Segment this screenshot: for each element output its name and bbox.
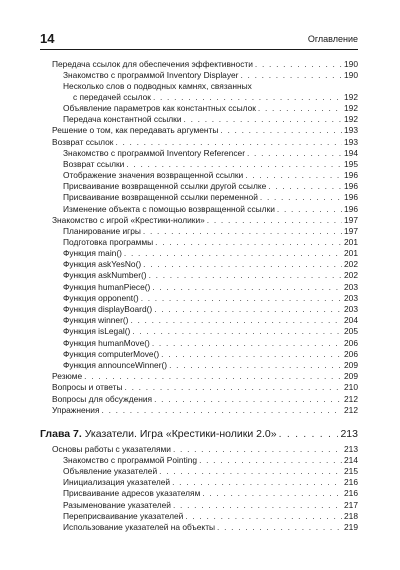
toc-leader	[132, 326, 342, 337]
toc-entry[interactable]	[63, 315, 358, 326]
toc-entry-title: Передача константной ссылки	[63, 114, 182, 124]
toc-entry[interactable]	[63, 103, 358, 114]
toc-entry-page: 193	[344, 137, 358, 147]
toc-entry[interactable]	[63, 326, 358, 337]
toc-entry-page: 192	[344, 92, 358, 102]
toc-entry[interactable]	[63, 204, 358, 215]
toc-leader	[199, 455, 342, 466]
toc-entry-page: 197	[344, 226, 358, 236]
toc-entry-page: 194	[344, 148, 358, 158]
toc-entry-title: Основы работы с указателями	[52, 444, 171, 454]
toc-entry-title: Использование указателей на объекты	[63, 522, 216, 532]
toc-entry-title: Резюме	[52, 371, 83, 381]
toc-leader	[130, 315, 342, 326]
toc-chapter-page: 213	[340, 428, 358, 440]
toc-entry-page: 206	[344, 338, 358, 348]
toc-entry[interactable]	[63, 70, 358, 81]
toc-entry[interactable]	[63, 293, 358, 304]
toc-entry[interactable]	[63, 114, 358, 125]
toc-leader	[143, 259, 342, 270]
toc-leader	[207, 215, 342, 226]
toc-entry[interactable]	[52, 137, 358, 148]
toc-leader	[159, 466, 342, 477]
toc-entry[interactable]	[63, 488, 358, 499]
toc-entry[interactable]	[63, 349, 358, 360]
toc-entry-title: Присваивание возвращенной ссылки другой ссылке	[63, 181, 267, 191]
toc-entry[interactable]	[63, 338, 358, 349]
toc-entry-title: Разыменование указателей	[63, 500, 171, 510]
toc-leader	[102, 405, 342, 416]
toc-leader	[143, 226, 342, 237]
toc-entry-page: 216	[344, 488, 358, 498]
toc-leader	[115, 137, 342, 148]
toc-entry-page: 196	[344, 204, 358, 214]
toc-entry-page: 206	[344, 349, 358, 359]
toc-entry[interactable]	[63, 259, 358, 270]
toc-entry[interactable]	[63, 226, 358, 237]
toc-entry[interactable]	[52, 394, 358, 405]
toc-leader	[149, 270, 342, 281]
toc-leader	[202, 488, 342, 499]
toc-entry-page: 204	[344, 315, 358, 325]
toc-chapter[interactable]	[40, 428, 358, 441]
toc-entry-title: Знакомство с игрой «Крестики-нолики»	[52, 215, 205, 225]
toc-entry-title: Переприсваивание указателей	[63, 511, 184, 521]
toc-entry-title: Вопросы и ответы	[52, 382, 123, 392]
toc-entry-title: Возврат ссылки	[63, 159, 125, 169]
toc-entry-page: 205	[344, 326, 358, 336]
toc-entry-title: Знакомство с программой Inventory Displayer	[63, 70, 239, 80]
toc-entry[interactable]	[63, 511, 358, 522]
toc-entry-title: Функция main()	[63, 248, 122, 258]
toc-leader	[240, 70, 342, 81]
toc-entry-page: 215	[344, 466, 358, 476]
toc-entry-title: Функция humanMove()	[63, 338, 150, 348]
toc-entry-page: 212	[344, 394, 358, 404]
toc-leader	[268, 181, 342, 192]
toc-leader	[247, 148, 342, 159]
toc-entry-title: Возврат ссылок	[52, 137, 114, 147]
toc-entry-page: 209	[344, 360, 358, 370]
toc-leader	[172, 477, 342, 488]
toc-entry[interactable]	[63, 270, 358, 281]
toc-leader	[184, 114, 342, 125]
toc-entry[interactable]	[63, 477, 358, 488]
toc-entry-page: 192	[344, 114, 358, 124]
toc-chapter-heading	[40, 428, 277, 441]
toc-entry[interactable]	[63, 148, 358, 159]
toc-entry-title: Объявление указателей	[63, 466, 158, 476]
toc-entry-title-line1[interactable]: Несколько слов о подводных камнях, связанных	[63, 81, 252, 91]
toc-entry-title: Передача ссылок для обеспечения эффективности	[52, 59, 253, 69]
toc-entry-title: Вопросы для обсуждения	[52, 394, 153, 404]
toc-leader	[154, 394, 342, 405]
toc-entry-title: Планирование игры	[63, 226, 141, 236]
toc-entry-page: 201	[344, 248, 358, 258]
toc-entry-page: 203	[344, 293, 358, 303]
toc-entry[interactable]	[52, 405, 358, 416]
toc-entry-page: 216	[344, 477, 358, 487]
toc-entry[interactable]	[63, 192, 358, 203]
toc-entry-title: с передачей ссылок	[73, 92, 151, 102]
toc-entry-title: Функция isLegal()	[63, 326, 131, 336]
toc-leader	[258, 103, 342, 114]
toc-entry-title: Присваивание адресов указателям	[63, 488, 201, 498]
toc-entry-page: 217	[344, 500, 358, 510]
toc-entry[interactable]	[52, 444, 358, 455]
toc-leader	[277, 204, 342, 215]
toc-entry-title: Функция computerMove()	[63, 349, 160, 359]
toc-entry-title: Функция winner()	[63, 315, 129, 325]
toc-leader	[161, 349, 342, 360]
toc-entry-title: Решение о том, как передавать аргументы	[52, 125, 219, 135]
toc-entry[interactable]	[63, 170, 358, 181]
toc-leader	[126, 159, 342, 170]
toc-entry[interactable]	[63, 237, 358, 248]
running-title: Оглавление	[307, 34, 358, 44]
toc-entry[interactable]	[52, 215, 358, 226]
toc-leader	[125, 382, 342, 393]
toc-entry[interactable]	[73, 92, 358, 103]
toc-entry[interactable]	[52, 125, 358, 136]
toc-entry[interactable]	[63, 248, 358, 259]
toc-entry[interactable]	[63, 304, 358, 315]
toc-entry-page: 209	[344, 371, 358, 381]
toc-entry-page: 212	[344, 405, 358, 415]
toc-entry-title: Подготовка программы	[63, 237, 154, 247]
toc-entry-page: 196	[344, 192, 358, 202]
toc-leader	[84, 371, 342, 382]
toc-entry[interactable]	[52, 59, 358, 70]
toc-entry[interactable]	[63, 360, 358, 371]
toc-entry[interactable]	[63, 282, 358, 293]
toc-entry-title: Изменение объекта с помощью возвращенной ссылки	[63, 204, 275, 214]
toc-leader	[152, 338, 342, 349]
page-number: 14	[40, 31, 55, 46]
toc-entry-title: Функция askYesNo()	[63, 259, 142, 269]
toc-entry[interactable]	[63, 466, 358, 477]
toc-leader	[217, 522, 342, 533]
toc-entry-page: 214	[344, 455, 358, 465]
toc-entry-title: Объявление параметров как константных ссылок	[63, 103, 256, 113]
toc-entry-title: Инициализация указателей	[63, 477, 171, 487]
toc-entry-title: Функция opponent()	[63, 293, 139, 303]
toc-chapter-label: Глава 7.	[40, 428, 82, 440]
toc-entry[interactable]	[63, 181, 358, 192]
toc-leader	[173, 444, 342, 455]
toc-leader	[141, 293, 342, 304]
toc-entry-title: Функция announceWinner()	[63, 360, 168, 370]
toc-entry-title: Упражнения	[52, 405, 100, 415]
toc-entry-page: 219	[344, 522, 358, 532]
toc-entry-page: 210	[344, 382, 358, 392]
toc-leader	[169, 360, 342, 371]
toc-entry-page: 197	[344, 215, 358, 225]
toc-leader	[124, 248, 342, 259]
toc-entry-title: Знакомство с программой Inventory Referencer	[63, 148, 245, 158]
toc-entry-title: Функция humanPiece()	[63, 282, 151, 292]
toc-entry-title: Присваивание возвращенной ссылки переменной	[63, 192, 258, 202]
toc-entry-page: 196	[344, 170, 358, 180]
toc-chapter-title: Указатели. Игра «Крестики-нолики 2.0»	[84, 428, 277, 440]
toc-leader	[245, 170, 342, 181]
toc-leader	[173, 500, 342, 511]
toc-entry-page: 203	[344, 304, 358, 314]
toc-entry-page: 190	[344, 59, 358, 69]
toc-entry[interactable]	[63, 500, 358, 511]
toc-entry-page: 195	[344, 159, 358, 169]
toc-entry-page: 202	[344, 259, 358, 269]
toc-entry-page: 192	[344, 103, 358, 113]
toc-leader	[152, 282, 342, 293]
toc-entry-page: 193	[344, 125, 358, 135]
toc-entry-page: 190	[344, 70, 358, 80]
toc-entry-title: Функция displayBoard()	[63, 304, 153, 314]
toc-leader	[153, 92, 342, 103]
toc-leader	[220, 125, 342, 136]
toc-entry-page: 201	[344, 237, 358, 247]
toc-entry-title: Функция askNumber()	[63, 270, 147, 280]
toc-leader	[154, 304, 342, 315]
toc-entry[interactable]	[52, 382, 358, 393]
toc-entry-title: Отображение значения возвращенной ссылки	[63, 170, 244, 180]
toc-entry-page: 202	[344, 270, 358, 280]
toc-leader	[155, 237, 342, 248]
toc-entry[interactable]	[52, 371, 358, 382]
toc-entry[interactable]	[63, 455, 358, 466]
toc-leader	[279, 428, 339, 441]
toc-entry-page: 213	[344, 444, 358, 454]
toc-entry[interactable]	[63, 159, 358, 170]
toc-entry-page: 203	[344, 282, 358, 292]
toc-entry-title: Знакомство с программой Pointing	[63, 455, 198, 465]
toc-leader	[255, 59, 342, 70]
toc-entry[interactable]	[63, 522, 358, 533]
toc-entry-page: 218	[344, 511, 358, 521]
toc-leader	[260, 192, 342, 203]
toc-entry-page: 196	[344, 181, 358, 191]
toc-leader	[185, 511, 342, 522]
